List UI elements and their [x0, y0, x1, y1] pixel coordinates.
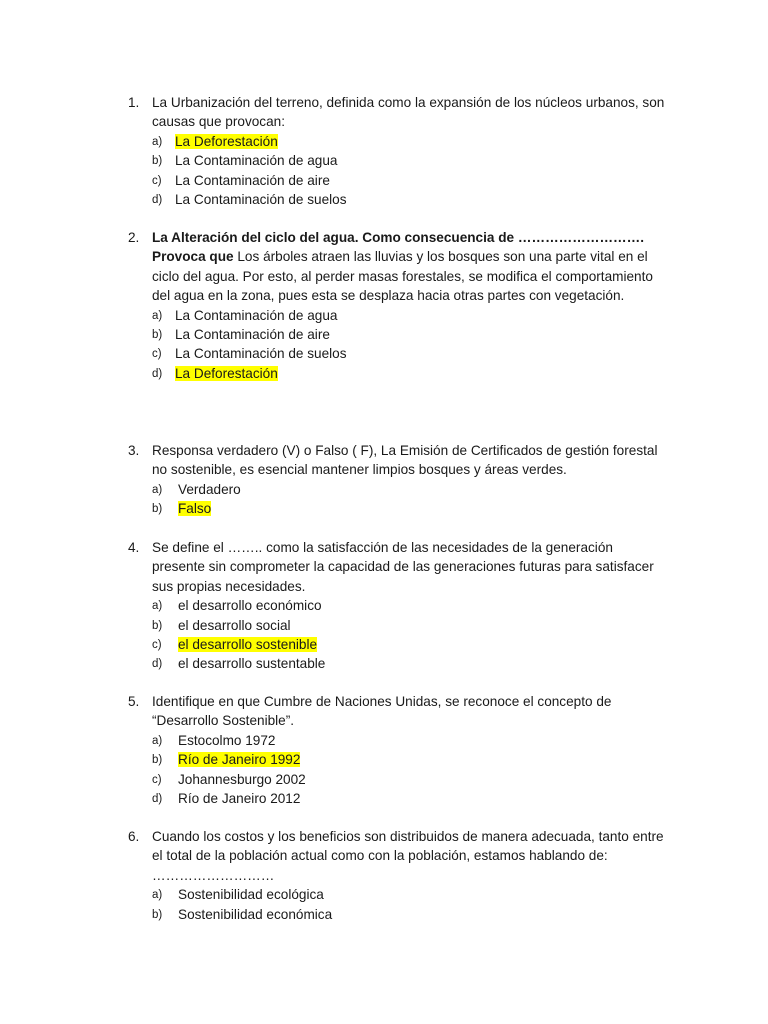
- option-a: [152, 596, 668, 615]
- options-list: [152, 480, 668, 519]
- question-text: La Urbanización del terreno, definida como la expansión de los núcleos urbanos, son causas que provocan:: [152, 95, 665, 130]
- option-c: [152, 635, 668, 654]
- option-text: Sostenibilidad económica: [178, 906, 333, 922]
- option-a: [152, 480, 668, 499]
- question-number: 3.: [128, 443, 140, 458]
- option-letter: c): [152, 773, 162, 786]
- option-text-highlighted: La Deforestación: [175, 133, 278, 149]
- option-b: [152, 499, 668, 518]
- option-letter: a): [152, 734, 163, 747]
- option-letter: b): [152, 619, 163, 632]
- question-6: [128, 827, 668, 924]
- question-3: [128, 441, 668, 519]
- option-text: Río de Janeiro 2012: [178, 791, 301, 807]
- option-text-highlighted: Falso: [178, 501, 212, 517]
- question-number: 2.: [128, 230, 140, 245]
- options-list: [152, 596, 668, 674]
- option-letter: a): [152, 889, 163, 902]
- question-number: 1.: [128, 95, 140, 110]
- question-text: [152, 228, 668, 306]
- question-4: [128, 538, 668, 674]
- option-text: el desarrollo sustentable: [178, 656, 326, 672]
- option-a: [152, 306, 668, 325]
- question-number: 6.: [128, 829, 140, 844]
- option-letter: a): [152, 600, 163, 613]
- question-text: Cuando los costos y los beneficios son distribuidos de manera adecuada, tanto entre el total de la población actual como con la población, estamos hablando de: ………………………: [152, 829, 664, 883]
- option-letter: b): [152, 908, 163, 921]
- question-1: [128, 93, 668, 209]
- option-text: Johannesburgo 2002: [178, 771, 306, 787]
- options-list: [152, 885, 668, 924]
- option-letter: a): [152, 135, 163, 148]
- option-letter: b): [152, 503, 163, 516]
- option-text: La Contaminación de suelos: [175, 192, 347, 208]
- question-number: 4.: [128, 540, 140, 555]
- option-text: el desarrollo social: [178, 617, 291, 633]
- option-c: [152, 770, 668, 789]
- option-text: el desarrollo económico: [178, 598, 322, 614]
- option-d: [152, 654, 668, 673]
- option-d: [152, 190, 668, 209]
- options-list: [152, 132, 668, 210]
- option-letter: d): [152, 367, 163, 380]
- option-text: La Contaminación de agua: [175, 307, 338, 323]
- options-list: [152, 731, 668, 809]
- option-a: [152, 731, 668, 750]
- option-b: [152, 151, 668, 170]
- option-letter: b): [152, 329, 163, 342]
- option-b: [152, 905, 668, 924]
- option-text: La Contaminación de aire: [175, 327, 330, 343]
- option-b: [152, 616, 668, 635]
- option-a: [152, 132, 668, 151]
- option-letter: c): [152, 639, 162, 652]
- question-2: [128, 228, 668, 383]
- question-5: [128, 692, 668, 808]
- question-text: Se define el …….. como la satisfacción de las necesidades de la generación presente sin comprometer la capacidad de las generaciones futuras para satisfacer sus propias necesidades.: [152, 540, 654, 594]
- question-text: Responsa verdadero (V) o Falso ( F), La Emisión de Certificados de gestión forestal no sostenible, es esencial mantener limpios bosques y áreas verdes.: [152, 443, 658, 478]
- option-b: [152, 325, 668, 344]
- option-text-highlighted: La Deforestación: [175, 365, 278, 381]
- question-body: Los árboles atraen las lluvias y los bosques son una parte vital en el ciclo del agua. Por esto, al perder masas forestales, se modifica el comportamiento del agua en la zona, pues esta se desplaza hacia otras partes con vegetación.: [152, 249, 653, 304]
- option-d: [152, 364, 668, 383]
- option-b: [152, 750, 668, 769]
- option-c: [152, 344, 668, 363]
- option-letter: b): [152, 754, 163, 767]
- option-letter: c): [152, 348, 162, 361]
- option-text-highlighted: el desarrollo sostenible: [178, 637, 318, 653]
- options-list: [152, 306, 668, 384]
- option-letter: b): [152, 155, 163, 168]
- option-letter: c): [152, 174, 162, 187]
- option-letter: a): [152, 483, 163, 496]
- option-text: Verdadero: [178, 481, 241, 497]
- option-text: Estocolmo 1972: [178, 732, 276, 748]
- option-letter: d): [152, 793, 163, 806]
- option-d: [152, 789, 668, 808]
- option-text: Sostenibilidad ecológica: [178, 887, 324, 903]
- option-c: [152, 171, 668, 190]
- option-text-highlighted: Río de Janeiro 1992: [178, 752, 301, 768]
- option-letter: d): [152, 658, 163, 671]
- question-number: 5.: [128, 694, 140, 709]
- question-bold-lead: La Alteración del ciclo del agua. Como consecuencia de ………………………. Provoca que: [152, 230, 644, 265]
- option-letter: a): [152, 309, 163, 322]
- option-letter: d): [152, 194, 163, 207]
- option-text: La Contaminación de agua: [175, 153, 338, 169]
- option-text: La Contaminación de suelos: [175, 346, 347, 362]
- option-text: La Contaminación de aire: [175, 172, 330, 188]
- option-a: [152, 885, 668, 904]
- question-text: Identifique en que Cumbre de Naciones Unidas, se reconoce el concepto de “Desarrollo Sostenible”.: [152, 694, 612, 729]
